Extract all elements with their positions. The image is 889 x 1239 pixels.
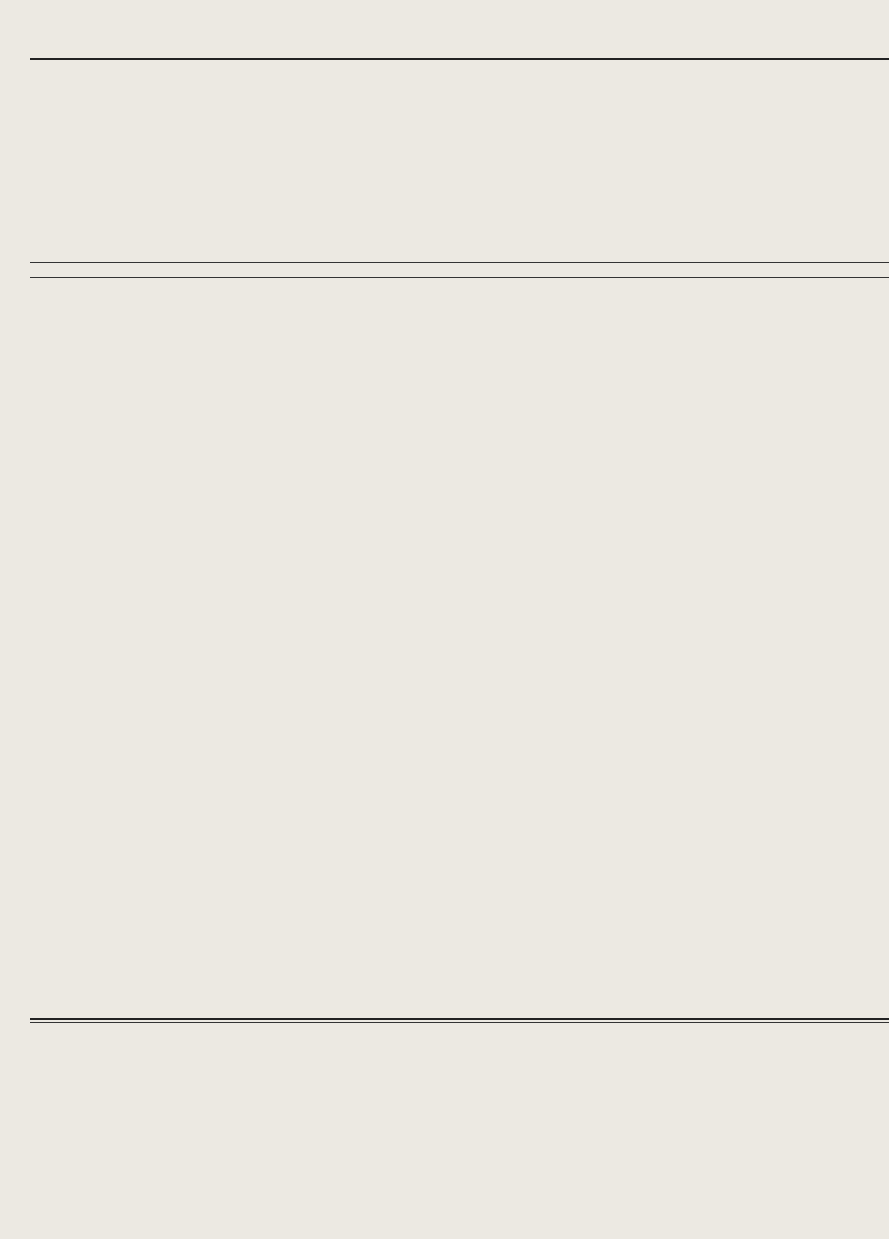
header-c15 [698, 70, 732, 258]
quarter-separator-rule-2 [30, 1022, 889, 1023]
header-bottom-rule [30, 262, 889, 263]
colnum-bottom-rule [30, 277, 889, 278]
table-top-rule [30, 58, 889, 60]
quarter-separator-rule [30, 1018, 889, 1020]
header-inventory-no [32, 70, 52, 256]
